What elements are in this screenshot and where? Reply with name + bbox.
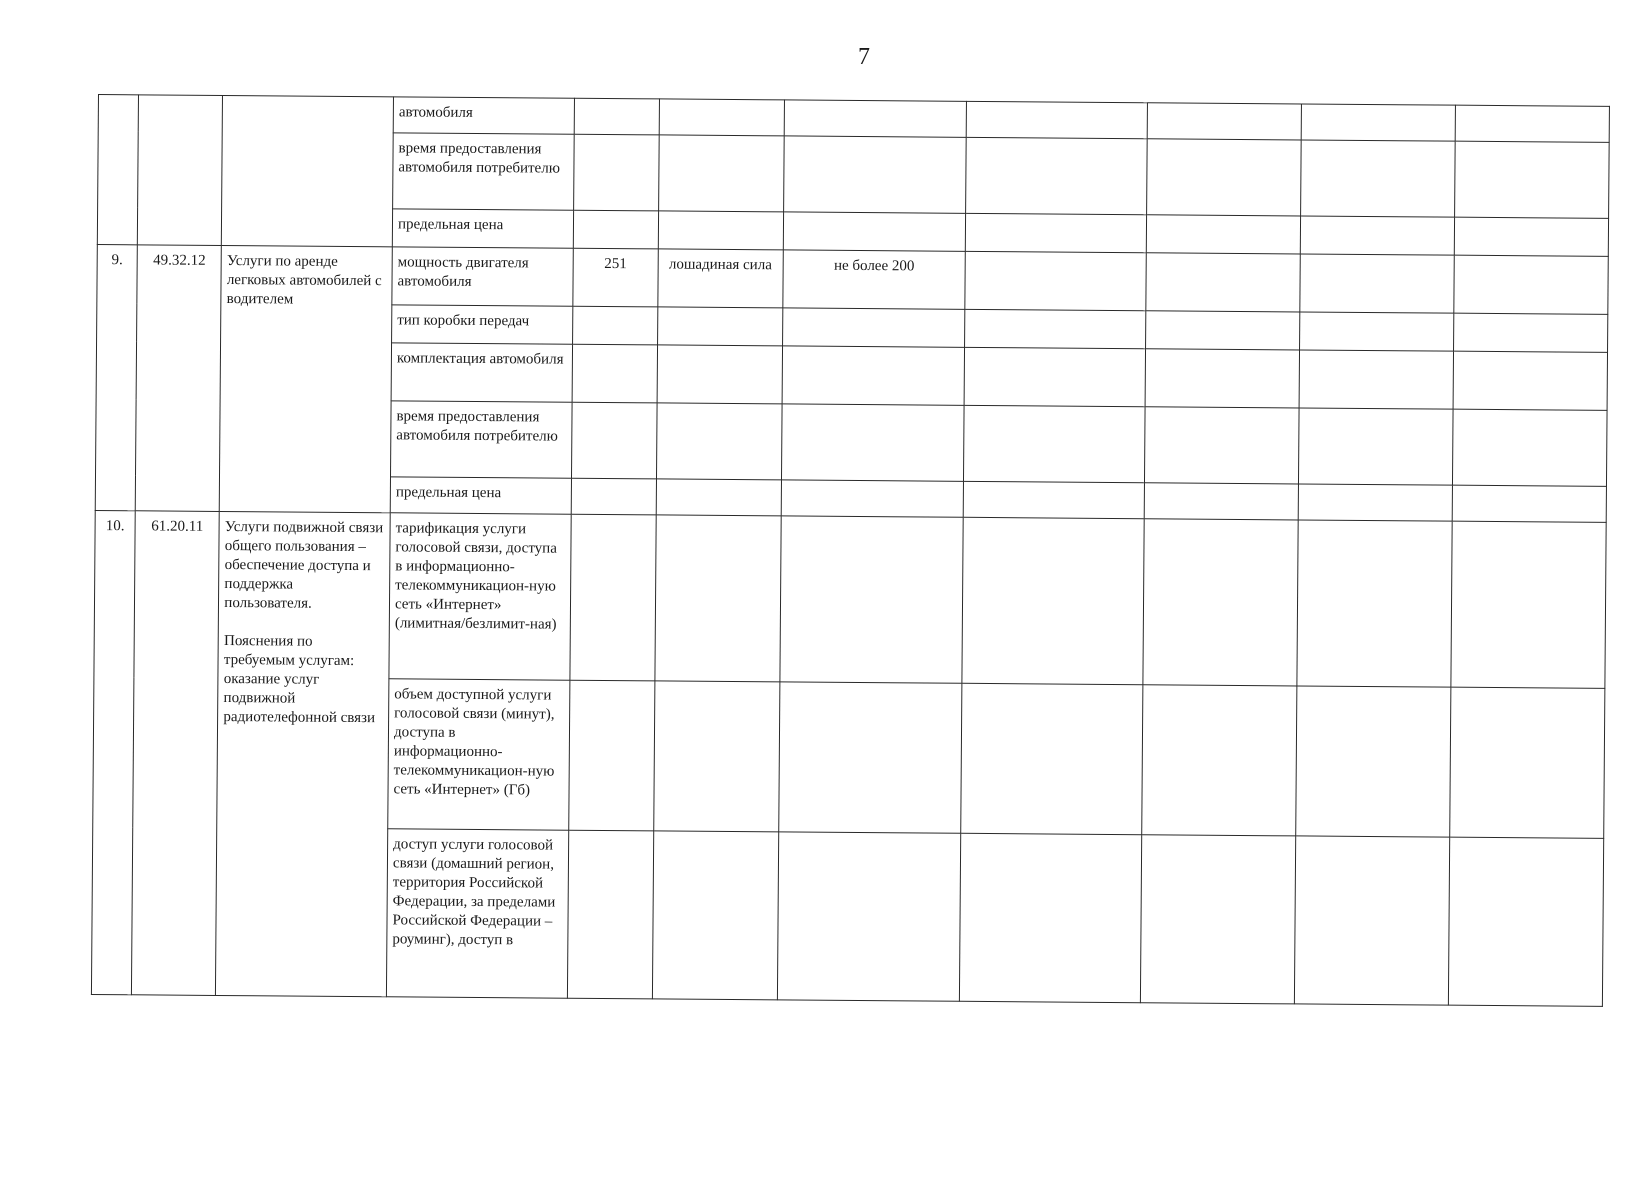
empty-cell bbox=[966, 101, 1148, 138]
unit-name bbox=[652, 831, 779, 1000]
empty-cell bbox=[1454, 255, 1608, 314]
empty-cell bbox=[1142, 685, 1297, 836]
characteristic-name: комплектация автомобиля bbox=[391, 343, 573, 402]
characteristic-name: мощность двигателя автомобиля bbox=[392, 247, 574, 306]
empty-cell bbox=[1295, 836, 1450, 1005]
unit-name bbox=[658, 211, 784, 250]
okei-code bbox=[568, 830, 654, 999]
empty-cell bbox=[1452, 485, 1606, 522]
characteristic-value bbox=[777, 832, 961, 1001]
empty-cell bbox=[1300, 254, 1454, 313]
empty-cell bbox=[963, 481, 1145, 518]
unit-name bbox=[658, 135, 784, 212]
unit-name bbox=[657, 345, 783, 404]
item-number: 10. bbox=[91, 510, 135, 994]
empty-cell bbox=[1299, 350, 1453, 409]
empty-cell bbox=[1298, 484, 1452, 521]
table-row bbox=[94, 510, 1606, 688]
unit-name bbox=[657, 307, 783, 346]
empty-cell bbox=[1455, 141, 1610, 218]
item-number: 9. bbox=[95, 244, 137, 510]
characteristic-name: объем доступной услуги голосовой связи (минут), доступа в информационно-телекоммуникацион-ную сеть «Интернет» (Гб) bbox=[388, 679, 570, 830]
empty-cell bbox=[961, 683, 1143, 834]
service-name: Услуги подвижной связи общего пользования – обеспечение доступа и поддержка пользователя. bbox=[224, 519, 384, 612]
empty-cell bbox=[1448, 837, 1603, 1006]
empty-cell bbox=[964, 347, 1146, 406]
empty-cell bbox=[1453, 351, 1607, 410]
service-name-cell bbox=[220, 245, 393, 512]
empty-cell bbox=[1146, 311, 1300, 350]
empty-cell bbox=[1454, 217, 1608, 256]
empty-cell bbox=[1296, 686, 1451, 837]
item-number bbox=[97, 95, 138, 245]
okei-code bbox=[572, 402, 657, 479]
okei-code bbox=[574, 210, 659, 249]
okei-code bbox=[570, 514, 656, 681]
page-number: 7 bbox=[858, 44, 870, 70]
empty-cell bbox=[1147, 139, 1301, 216]
service-note: Пояснения по требуемым услугам: оказание услуг подвижной радиотелефонной связи bbox=[223, 633, 376, 727]
empty-cell bbox=[1145, 483, 1299, 520]
empty-cell bbox=[1301, 216, 1455, 255]
okei-code bbox=[574, 98, 659, 135]
empty-cell bbox=[965, 213, 1147, 252]
table-row bbox=[97, 244, 1608, 314]
okpd2-code bbox=[137, 95, 222, 246]
unit-name bbox=[656, 479, 782, 516]
characteristic-value bbox=[784, 100, 967, 137]
characteristic-name: предельная цена bbox=[390, 477, 572, 514]
empty-cell bbox=[962, 517, 1145, 684]
empty-cell bbox=[966, 137, 1148, 214]
empty-cell bbox=[964, 405, 1146, 482]
characteristic-value bbox=[783, 136, 966, 213]
empty-cell bbox=[1453, 409, 1608, 486]
characteristic-name: время предоставления автомобиля потребителю bbox=[393, 133, 575, 210]
empty-cell bbox=[1455, 105, 1609, 142]
characteristic-value bbox=[781, 404, 964, 481]
empty-cell bbox=[1300, 312, 1454, 351]
characteristic-name: доступ услуги голосовой связи (домашний регион, территория Российской Федерации, за пределами Российской Федерации – роуминг), доступ в bbox=[386, 829, 569, 998]
empty-cell bbox=[1454, 313, 1608, 352]
empty-cell bbox=[1301, 104, 1455, 141]
empty-cell bbox=[1145, 407, 1299, 484]
empty-cell bbox=[1148, 103, 1302, 140]
requirements-table bbox=[91, 94, 1610, 1007]
characteristic-name: тарификация услуги голосовой связи, доступа в информационно-телекоммуникацион-ную сеть «Интернет» (лимитная/безлимит-ная) bbox=[389, 513, 572, 680]
empty-cell bbox=[965, 251, 1147, 310]
empty-cell bbox=[1301, 140, 1455, 217]
empty-cell bbox=[1141, 835, 1296, 1004]
characteristic-value bbox=[779, 682, 962, 833]
characteristic-value bbox=[780, 516, 964, 683]
unit-name bbox=[659, 99, 785, 136]
unit-name bbox=[656, 403, 782, 480]
empty-cell bbox=[1451, 521, 1606, 688]
characteristic-name: автомобиля bbox=[393, 97, 575, 134]
empty-cell bbox=[1145, 349, 1299, 408]
okei-code bbox=[571, 478, 656, 515]
empty-cell bbox=[1143, 519, 1298, 686]
characteristic-value bbox=[782, 308, 965, 347]
okei-code bbox=[574, 134, 659, 211]
empty-cell bbox=[1147, 215, 1301, 254]
okpd2-code: 49.32.12 bbox=[135, 245, 221, 512]
okei-code: 251 bbox=[573, 248, 658, 307]
service-name-cell bbox=[216, 511, 390, 996]
empty-cell bbox=[1297, 520, 1452, 687]
okei-code bbox=[572, 344, 657, 403]
characteristic-name: время предоставления автомобиля потребителю bbox=[391, 401, 573, 478]
unit-name bbox=[654, 515, 781, 682]
okei-code bbox=[569, 680, 654, 831]
characteristic-value: не более 200 bbox=[783, 250, 966, 309]
table-row bbox=[98, 95, 1609, 143]
empty-cell bbox=[1450, 687, 1605, 838]
empty-cell bbox=[960, 833, 1143, 1002]
characteristic-name: тип коробки передач bbox=[392, 305, 574, 344]
characteristic-value bbox=[782, 346, 965, 405]
characteristic-value bbox=[783, 212, 966, 251]
service-name: Услуги по аренде легковых автомобилей с водителем bbox=[226, 253, 382, 308]
characteristic-value bbox=[781, 480, 964, 517]
okpd2-code: 61.20.11 bbox=[131, 511, 219, 996]
okei-code bbox=[573, 306, 658, 345]
unit-name bbox=[653, 681, 780, 832]
empty-cell bbox=[965, 309, 1147, 348]
characteristic-name: предельная цена bbox=[392, 209, 574, 248]
service-name-cell bbox=[222, 95, 394, 246]
unit-name: лошадиная сила bbox=[657, 249, 783, 308]
empty-cell bbox=[1299, 408, 1453, 485]
empty-cell bbox=[1146, 253, 1300, 312]
